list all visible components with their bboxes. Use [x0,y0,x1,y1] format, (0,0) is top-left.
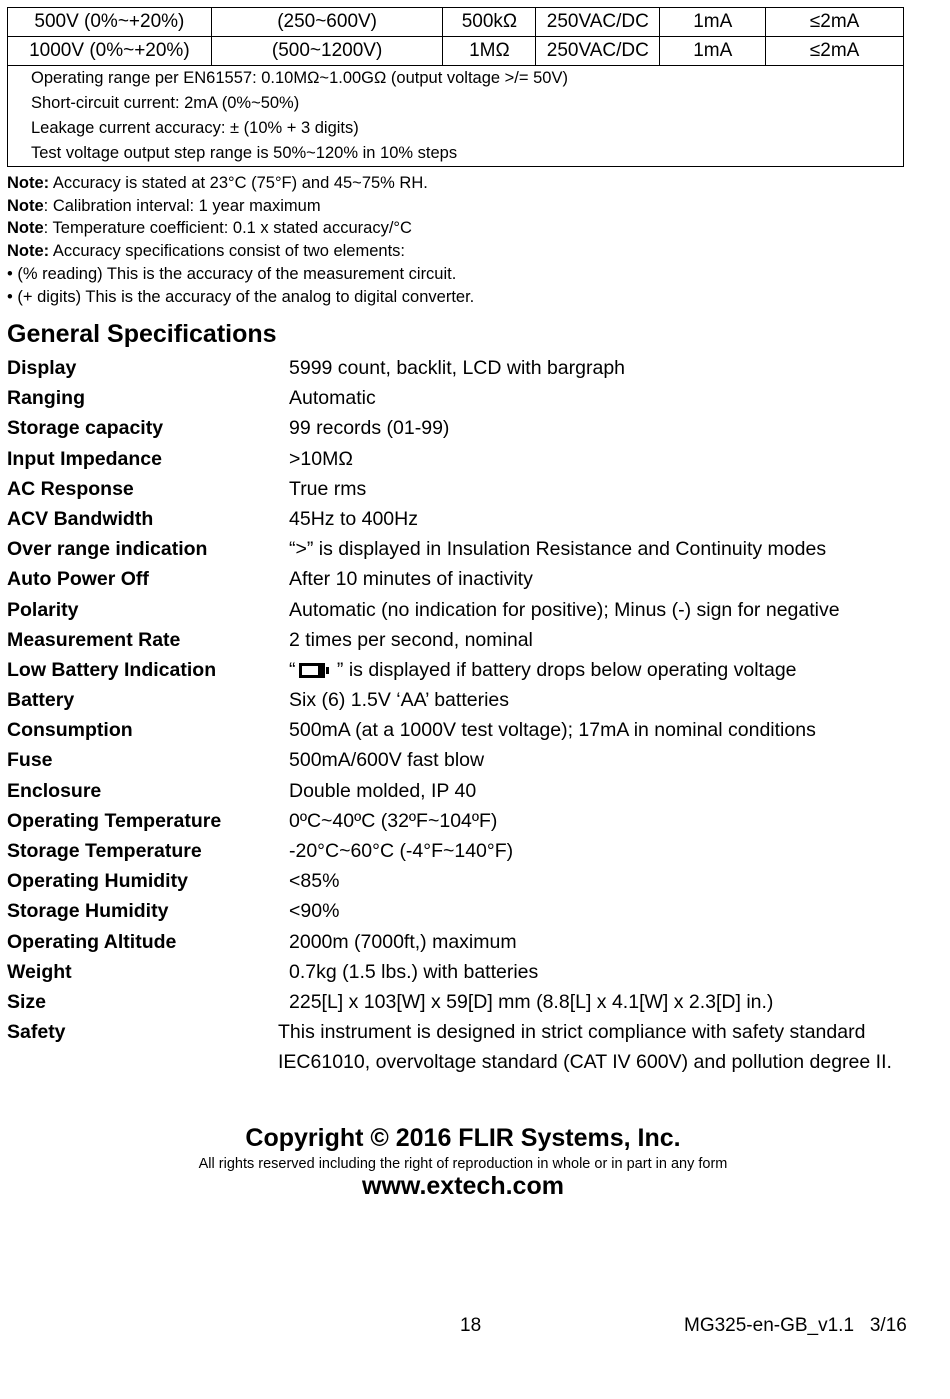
rights-statement: All rights reserved including the right of reproduction in whole or in part in any form [198,1156,728,1172]
spec-label: Fuse [7,749,53,772]
table-note: Test voltage output step range is 50%~120% in 10% steps [31,144,458,162]
table-cell: ≤2mA [766,37,904,66]
spec-value: <85% [289,870,340,893]
spec-label: Storage Temperature [7,840,202,862]
section-title: General Specifications [7,320,277,348]
spec-label: Over range indication [7,538,208,561]
copyright: Copyright © 2016 FLIR Systems, Inc. [245,1124,681,1152]
spec-value: 225[L] x 103[W] x 59[D] mm (8.8[L] x 4.1[W] x 2.3[D] in.) [289,990,774,1013]
table-notes-cell [8,66,904,167]
spec-row [7,715,927,745]
spec-value: >10MΩ [289,447,353,470]
table-notes-row [8,66,904,167]
spec-label: AC Response [7,477,134,500]
spec-row [7,685,927,715]
spec-label: Input Impedance [7,447,162,470]
spec-value: True rms [289,477,367,500]
spec-row [7,595,927,625]
spec-value: -20°C~60°C (-4°F~140°F) [289,840,514,862]
note-label: Note: [7,242,50,261]
spec-value: <90% [289,900,340,923]
note-label: Note [7,219,44,238]
table-row [8,37,904,66]
table-cell: 500V (0%~+20%) [8,8,212,37]
spec-label: Operating Humidity [7,870,188,893]
spec-label: Weight [7,960,72,983]
note-label: Note: [7,174,50,192]
spec-row [7,957,927,987]
spec-label: Enclosure [7,779,102,802]
spec-value: 500mA/600V fast blow [289,749,485,772]
bullet-item: • (% reading) This is the accuracy of the measurement circuit. [7,264,457,283]
spec-row [7,413,927,443]
spec-row [7,534,927,564]
spec-label: Operating Altitude [7,930,177,953]
spec-row [7,383,927,413]
note-line [7,172,474,195]
spec-label: Operating Temperature [7,809,222,832]
spec-label: ACV Bandwidth [7,507,154,530]
table-cell: 250VAC/DC [536,8,660,37]
spec-label: Low Battery Indication [7,658,217,681]
spec-row [7,353,927,383]
spec-value: This instrument is designed in strict compliance with safety standard IEC61010, overvoltage standard (CAT IV 600V) and pollution degree II. [278,1021,892,1074]
table-cell: 1mA [660,8,766,37]
spec-row [7,655,927,685]
spec-label: Battery [7,689,75,712]
battery-icon [299,663,329,678]
spec-value-post: ” is displayed if battery drops below operating voltage [331,658,797,681]
spec-row [7,927,927,957]
spec-value-pre: “ [289,658,296,681]
note-line [7,195,474,218]
spec-row [7,745,927,775]
document-id: MG325-en-GB_v1.1 3/16 [684,1315,907,1336]
spec-value: 99 records (01-99) [289,417,450,440]
spec-label: Auto Power Off [7,568,149,591]
spec-value: Automatic (no indication for positive); Minus (-) sign for negative [289,598,840,621]
spec-value: 0.7kg (1.5 lbs.) with batteries [289,960,539,983]
spec-row [7,896,927,926]
note-text: Accuracy is stated at 23°C (75°F) and 45~75% RH. [49,174,428,192]
table-row [8,8,904,37]
spec-label: Storage capacity [7,417,164,440]
table-cell: 1mA [660,37,766,66]
spec-row [7,866,927,896]
spec-value: 500mA (at a 1000V test voltage); 17mA in nominal conditions [289,719,816,742]
table-cell: (250~600V) [211,8,443,37]
table-note: Short-circuit current: 2mA (0%~50%) [31,94,300,112]
spec-value [289,655,797,685]
table-cell: 1000V (0%~+20%) [8,37,212,66]
note-text: : Temperature coefficient: 0.1 x stated accuracy/°C [43,219,412,238]
note-line [7,217,474,240]
spec-value: Six (6) 1.5V ‘AA’ batteries [289,689,510,712]
spec-label: Size [7,990,47,1013]
table-cell: 250VAC/DC [536,37,660,66]
spec-value: Automatic [289,387,376,410]
accuracy-notes [7,172,474,308]
table-note: Operating range per EN61557: 0.10MΩ~1.00GΩ (output voltage >/= 50V) [31,69,568,87]
spec-value: “>” is displayed in Insulation Resistance and Continuity modes [289,538,827,561]
spec-value: 0ºC~40ºC (32ºF~104ºF) [289,809,498,832]
table-cell: ≤2mA [766,8,904,37]
spec-label: Measurement Rate [7,628,181,651]
spec-value: 2 times per second, nominal [289,628,533,651]
page-number: 18 [460,1315,482,1336]
spec-table [7,7,904,167]
spec-row [7,806,927,836]
spec-row [7,504,927,534]
spec-row [7,564,927,594]
spec-row [7,987,927,1017]
spec-value: 5999 count, backlit, LCD with bargraph [289,357,626,379]
spec-row [7,776,927,806]
spec-label: Consumption [7,719,133,742]
spec-row [7,625,927,655]
spec-row [7,474,927,504]
spec-value: 2000m (7000ft,) maximum [289,930,517,953]
spec-label: Safety [7,1021,66,1044]
note-text: Accuracy specifications consist of two elements: [49,242,405,261]
website-url: www.extech.com [362,1172,564,1200]
spec-value: Double molded, IP 40 [289,779,477,802]
spec-label: Ranging [7,387,85,410]
spec-row [7,1017,927,1074]
table-note: Leakage current accuracy: ± (10% + 3 digits) [31,119,359,137]
general-specifications [7,353,927,1074]
bullet-item: • (+ digits) This is the accuracy of the analog to digital converter. [7,287,475,306]
spec-row [7,836,927,866]
spec-label: Storage Humidity [7,900,169,923]
note-text: : Calibration interval: 1 year maximum [43,196,321,215]
spec-label: Display [7,357,77,379]
spec-value: After 10 minutes of inactivity [289,568,533,591]
table-cell: 500kΩ [443,8,536,37]
spec-label: Polarity [7,598,79,621]
table-cell: (500~1200V) [211,37,443,66]
table-cell: 1MΩ [443,37,536,66]
note-label: Note [7,196,44,215]
note-line [7,240,474,263]
spec-value: 45Hz to 400Hz [289,507,418,530]
spec-row [7,444,927,474]
